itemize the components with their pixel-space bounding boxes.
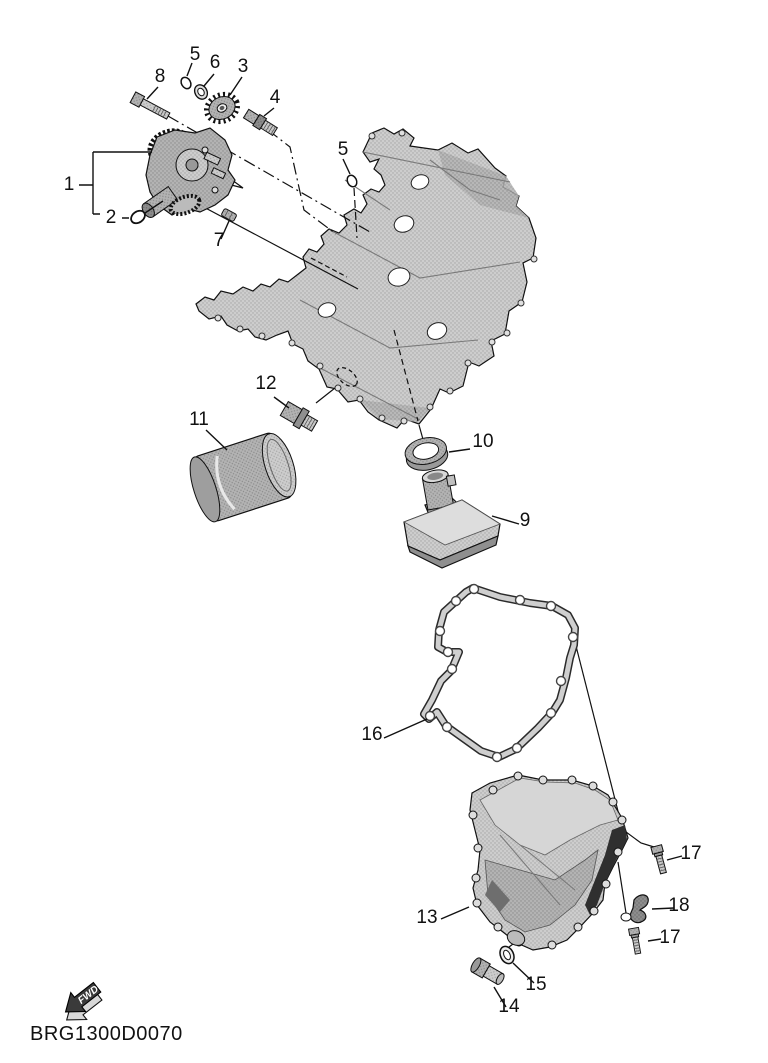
callout-5-top: 5 bbox=[189, 44, 201, 65]
callout-17-top: 17 bbox=[680, 843, 702, 864]
bolt-17-bottom bbox=[629, 927, 643, 954]
callout-10: 10 bbox=[472, 431, 494, 452]
drain-bolt-14 bbox=[469, 956, 507, 987]
pin-7 bbox=[221, 208, 237, 222]
callout-15: 15 bbox=[525, 974, 547, 995]
callout-12: 12 bbox=[255, 373, 277, 394]
callout-14: 14 bbox=[498, 996, 520, 1017]
bolt-17-top bbox=[651, 845, 669, 875]
callout-9: 9 bbox=[519, 510, 531, 531]
oil-pump-assembly bbox=[140, 126, 235, 220]
collar-10 bbox=[403, 434, 451, 474]
callout-3: 3 bbox=[237, 56, 249, 77]
dowel-5-right bbox=[345, 174, 358, 189]
callout-2: 2 bbox=[105, 207, 117, 228]
washer-15 bbox=[497, 944, 516, 966]
callout-13: 13 bbox=[416, 907, 438, 928]
fwd-arrow bbox=[55, 978, 109, 1030]
oil-pan-gasket bbox=[424, 585, 578, 762]
crankcase bbox=[196, 128, 537, 428]
callout-4: 4 bbox=[269, 87, 281, 108]
oil-strainer bbox=[404, 467, 500, 568]
gear-3 bbox=[202, 89, 242, 126]
drawing-code: BRG1300D0070 bbox=[30, 1023, 183, 1045]
callout-7: 7 bbox=[213, 230, 225, 251]
callout-16: 16 bbox=[361, 724, 383, 745]
callout-1: 1 bbox=[63, 174, 75, 195]
fitting-4 bbox=[243, 108, 279, 137]
callout-5-right: 5 bbox=[337, 139, 349, 160]
fwd-label: FWD bbox=[76, 983, 101, 1007]
bolt-8 bbox=[130, 92, 171, 121]
callout-11: 11 bbox=[189, 409, 209, 430]
callout-6: 6 bbox=[209, 52, 221, 73]
callout-18: 18 bbox=[668, 895, 690, 916]
callout-8: 8 bbox=[154, 66, 166, 87]
callout-17-bottom: 17 bbox=[659, 927, 681, 948]
oil-filter bbox=[184, 429, 303, 526]
oil-pan bbox=[469, 772, 628, 950]
oring-6 bbox=[192, 83, 210, 102]
oring-5-top bbox=[179, 76, 193, 91]
